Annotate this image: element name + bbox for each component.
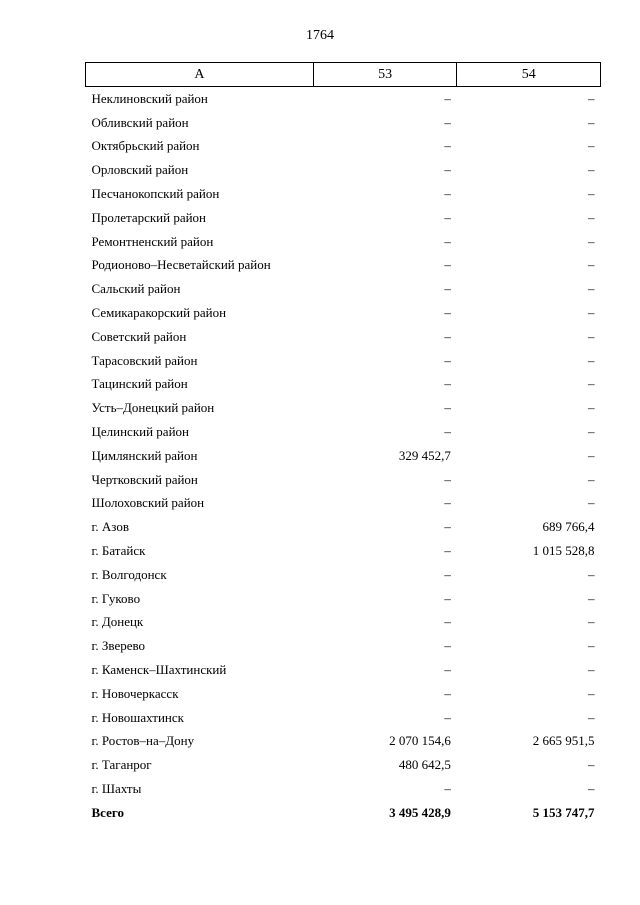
value-53-cell: 3 495 428,9 — [389, 804, 451, 820]
value-53-cell: – — [444, 495, 451, 511]
value-53-cell: – — [444, 162, 451, 178]
value-53-cell: – — [444, 114, 451, 130]
header-row — [86, 63, 601, 87]
value-53-cell: – — [444, 781, 451, 796]
table-row — [86, 230, 601, 254]
table-row — [86, 563, 601, 587]
value-54-cell: – — [588, 186, 595, 202]
table-row — [86, 254, 601, 278]
table-row — [86, 373, 601, 397]
table-row — [86, 634, 601, 658]
value-53-cell: – — [444, 305, 451, 321]
table-row — [86, 182, 601, 206]
value-54-cell: – — [588, 328, 595, 344]
table-row — [86, 468, 601, 492]
region-name-cell: г. Батайск — [91, 543, 146, 559]
value-54-cell: – — [588, 257, 595, 273]
value-53-cell: – — [444, 90, 451, 106]
region-name-cell: Цимлянский район — [91, 447, 198, 463]
region-name-cell: г. Ростов–на–Дону — [91, 733, 195, 749]
region-name-cell: г. Азов — [91, 519, 129, 535]
region-name-cell: г. Новочеркасск — [91, 685, 179, 701]
value-53-cell: – — [444, 543, 451, 559]
value-54-cell: – — [588, 495, 595, 511]
table-row — [86, 396, 601, 420]
table-row — [86, 658, 601, 682]
table-row — [86, 206, 601, 230]
table-row — [86, 158, 601, 182]
value-54-cell: 5 153 747,7 — [532, 804, 595, 820]
value-53-cell: – — [444, 662, 451, 678]
region-name-cell: Родионово–Несветайский район — [91, 257, 271, 273]
value-54-cell: – — [588, 638, 595, 654]
value-53-cell: – — [444, 590, 451, 606]
region-name-cell: Тарасовский район — [91, 352, 198, 368]
value-54-cell: – — [588, 662, 595, 678]
column-header-54: 54 — [457, 63, 601, 87]
region-name-cell: Всего — [91, 804, 124, 820]
region-name-cell: Чертковский район — [91, 471, 198, 487]
value-54-cell: – — [588, 400, 595, 416]
value-53-cell: – — [444, 376, 451, 392]
value-53-cell: – — [444, 138, 451, 154]
region-name-cell: Семикаракорский район — [91, 305, 227, 321]
region-name-cell: г. Новошахтинск — [91, 709, 184, 725]
table-row — [86, 515, 601, 539]
table-row — [86, 87, 601, 111]
value-53-cell: – — [444, 281, 451, 297]
region-name-cell: Сальский район — [91, 281, 181, 297]
table-row — [86, 420, 601, 444]
value-53-cell: 2 070 154,6 — [389, 733, 451, 749]
value-53-cell: – — [444, 186, 451, 202]
value-53-cell: – — [444, 257, 451, 273]
region-name-cell: Орловский район — [91, 162, 189, 178]
region-name-cell: г. Шахты — [91, 781, 142, 796]
value-54-cell: – — [588, 352, 595, 368]
region-name-cell: г. Таганрог — [91, 757, 152, 773]
table-row — [86, 325, 601, 349]
value-54-cell: – — [588, 614, 595, 630]
region-name-cell: Неклиновский район — [91, 90, 208, 106]
region-name-cell: г. Волгодонск — [91, 566, 167, 582]
value-53-cell: – — [444, 233, 451, 249]
value-54-cell: – — [588, 281, 595, 297]
value-53-cell: – — [444, 566, 451, 582]
value-54-cell: – — [588, 114, 595, 130]
region-name-cell: Песчанокопский район — [91, 186, 220, 202]
value-54-cell: 2 665 951,5 — [532, 733, 595, 749]
table-row — [86, 349, 601, 373]
table-row — [86, 539, 601, 563]
table-row — [86, 111, 601, 135]
table-row — [86, 777, 601, 801]
table-row — [86, 730, 601, 754]
value-54-cell: – — [588, 162, 595, 178]
table-row — [86, 135, 601, 159]
value-54-cell: – — [588, 590, 595, 606]
value-53-cell: – — [444, 352, 451, 368]
value-54-cell: – — [588, 138, 595, 154]
table-row — [86, 301, 601, 325]
value-54-cell: – — [588, 233, 595, 249]
value-54-cell: 689 766,4 — [542, 519, 595, 535]
region-name-cell: Усть–Донецкий район — [91, 400, 215, 416]
region-name-cell: г. Каменск–Шахтинский — [91, 662, 227, 678]
column-header-a: А — [86, 63, 314, 87]
value-54-cell: – — [588, 376, 595, 392]
region-name-cell: Целинский район — [91, 424, 189, 440]
table-row — [86, 587, 601, 611]
budget-table — [85, 62, 601, 825]
table-row — [86, 682, 601, 706]
page-number: 1764 — [306, 28, 334, 43]
table-row — [86, 706, 601, 730]
table-row — [86, 492, 601, 516]
region-name-cell: Тацинский район — [91, 376, 188, 392]
value-53-cell: – — [444, 614, 451, 630]
value-53-cell: – — [444, 400, 451, 416]
value-54-cell: 1 015 528,8 — [532, 543, 595, 559]
region-name-cell: Ремонтненский район — [91, 233, 214, 249]
value-54-cell: – — [588, 424, 595, 440]
value-54-cell: – — [588, 90, 595, 106]
column-header-53: 53 — [313, 63, 457, 87]
region-name-cell: Советский район — [91, 328, 187, 344]
value-53-cell: – — [444, 519, 451, 535]
region-name-cell: Пролетарский район — [91, 209, 207, 225]
total-row — [86, 801, 601, 825]
value-54-cell: – — [588, 757, 595, 773]
value-54-cell: – — [588, 685, 595, 701]
region-name-cell: Шолоховский район — [91, 495, 205, 511]
value-53-cell: 329 452,7 — [398, 447, 451, 463]
region-name-cell: Октябрьский район — [91, 138, 200, 154]
value-53-cell: – — [444, 328, 451, 344]
value-54-cell: – — [588, 209, 595, 225]
table-row — [86, 277, 601, 301]
table-row — [86, 444, 601, 468]
table-header — [86, 63, 601, 87]
value-54-cell: – — [588, 781, 595, 796]
value-53-cell: – — [444, 471, 451, 487]
value-54-cell: – — [588, 566, 595, 582]
value-53-cell: – — [444, 638, 451, 654]
value-53-cell: – — [444, 424, 451, 440]
region-name-cell: г. Зверево — [91, 638, 146, 654]
value-53-cell: 480 642,5 — [398, 757, 451, 773]
table-body — [86, 87, 601, 825]
value-53-cell: – — [444, 209, 451, 225]
value-53-cell: – — [444, 709, 451, 725]
region-name-cell: г. Гуково — [91, 590, 141, 606]
table-row — [86, 753, 601, 777]
value-54-cell: – — [588, 447, 595, 463]
table-row — [86, 611, 601, 635]
value-54-cell: – — [588, 305, 595, 321]
value-54-cell: – — [588, 471, 595, 487]
region-name-cell: г. Донецк — [91, 614, 144, 630]
value-53-cell: – — [444, 685, 451, 701]
value-54-cell: – — [588, 709, 595, 725]
region-name-cell: Обливский район — [91, 114, 189, 130]
